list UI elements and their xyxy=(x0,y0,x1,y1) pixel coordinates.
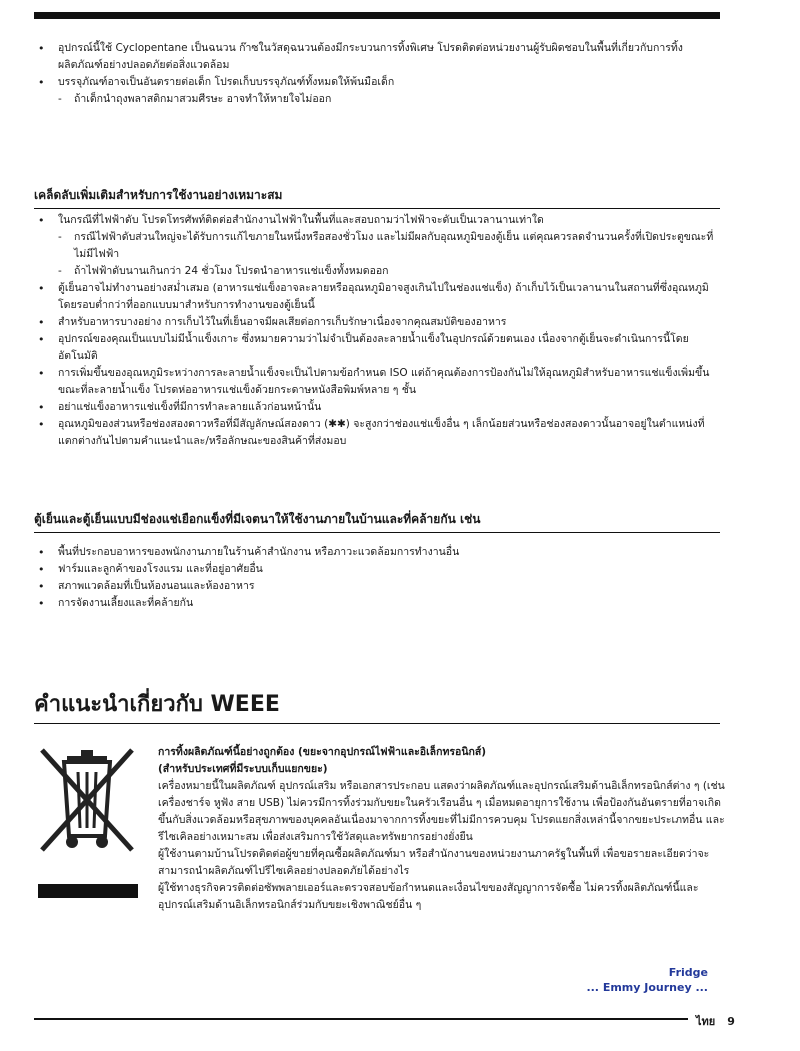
weee-subheading-note: (สำหรับประเทศที่มีระบบเก็บแยกขยะ) xyxy=(158,763,328,775)
list-item: • อุปกรณ์ของคุณเป็นแบบไม่มีน้ำแข็งเกาะ ซึ่งหมายความว่าไม่จำเป็นต้องละลายน้ำแข็งในอุปกรณ์ด้วยตนเอง เนื่องจากตู้เย็นจะดำเนินการนี้โดยอัตโนมัติ xyxy=(34,331,724,365)
top-rule xyxy=(34,12,720,19)
list-item: • ในกรณีที่ไฟฟ้าดับ โปรดโทรศัพท์ติดต่อสำนักงานไฟฟ้าในพื้นที่และสอบถามว่าไฟฟ้าจะดับเป็นเวลานานเท่าใด xyxy=(34,212,724,229)
page-footer xyxy=(696,1012,735,1030)
weee-paragraph: ผู้ใช้งานตามบ้านโปรดติดต่อผู้ขายที่คุณซื้อผลิตภัณฑ์มา หรือสำนักงานของหน่วยงานภาครัฐในพื้นที่ เพื่อขอรายละเอียดว่าจะสามารถนำผลิตภัณฑ์ไปรีไซเคิลอย่างปลอดภัยได้อย่างไร xyxy=(158,848,710,877)
list-item: - ถ้าไฟฟ้าดับนานเกินกว่า 24 ชั่วโมง โปรดนำอาหารแช่แข็งทั้งหมดออก xyxy=(34,263,724,280)
usage-list xyxy=(34,544,724,612)
tips-list xyxy=(34,212,724,450)
list-item: • ฟาร์มและลูกค้าของโรงแรม และที่อยู่อาศัยอื่น xyxy=(34,561,724,578)
weee-paragraph: เครื่องหมายนี้ในผลิตภัณฑ์ อุปกรณ์เสริม หรือเอกสารประกอบ แสดงว่าผลิตภัณฑ์และอุปกรณ์เสริมด้านอิเล็กทรอนิกส์ต่าง ๆ (เช่น เครื่องชาร์จ หูฟัง สาย USB) ไม่ควรมีการทิ้งร่วมกับขยะในครัวเรือนอื่น ๆ เมื่อหมดอายุการใช้งาน เพื่อป้องกันอันตรายที่อาจเกิดขึ้นกับสิ่งแวดล้อมหรือสุขภาพของบุคคลอันเนื่องมาจากการทิ้งขยะที่ไม่มีการควบคุม โปรดแยกสิ่งเหล่านี้จากขยะประเภทอื่น และรีไซเคิลอย่างเหมาะสม เพื่อส่งเสริมการใช้วัสดุและทรัพยากรอย่างยั่งยืน xyxy=(158,780,725,843)
list-item: • บรรจุภัณฑ์อาจเป็นอันตรายต่อเด็ก โปรดเก็บบรรจุภัณฑ์ทั้งหมดให้พ้นมือเด็ก xyxy=(34,74,724,91)
link-line-1[interactable]: Fridge xyxy=(668,966,708,979)
link-line-2[interactable]: ... Emmy Journey ... xyxy=(586,981,708,994)
list-item: • อุณหภูมิของส่วนหรือช่องสองดาวหรือที่มีสัญลักษณ์สองดาว (✱✱) จะสูงกว่าช่องแช่แข็งอื่น ๆ เล็กน้อยส่วนหรือช่องสองดาวนั้นอาจอยู่ในตำแหน่งที่แตกต่างกันไปตามคำแนะนำและ/หรือลักษณะของสินค้าที่ส่งมอบ xyxy=(34,416,724,450)
usage-heading: ตู้เย็นและตู้เย็นแบบมีช่องแช่เยือกแข็งที่มีเจตนาให้ใช้งานภายในบ้านและที่คล้ายกัน เช่น xyxy=(34,510,720,533)
list-item: • ตู้เย็นอาจไม่ทำงานอย่างสม่ำเสมอ (อาหารแช่แข็งอาจละลายหรืออุณหภูมิอาจสูงเกินไปในช่องแช่แข็ง) ถ้าเก็บไว้เป็นเวลานานในสถานที่ซึ่งอุณหภูมิโดยรอบต่ำกว่าที่ออกแบบมาสำหรับการทำงานของตู้เย็นนี้ xyxy=(34,280,724,314)
disposal-notes-list xyxy=(34,40,724,108)
fridge-journey-link[interactable] xyxy=(586,965,708,995)
list-item: - กรณีไฟฟ้าดับส่วนใหญ่จะได้รับการแก้ไขภายในหนึ่งหรือสองชั่วโมง และไม่มีผลกับอุณหภูมิของตู้เย็น แต่คุณควรลดจำนวนครั้งที่เปิดประตูขณะที่ไม่มีไฟฟ้า xyxy=(34,229,724,263)
crossed-out-bin-icon xyxy=(34,744,140,858)
language-label: ไทย xyxy=(696,1015,716,1028)
bottom-rule xyxy=(34,1018,688,1020)
tips-heading: เคล็ดลับเพิ่มเติมสำหรับการใช้งานอย่างเหมาะสม xyxy=(34,186,720,209)
list-item: • อุปกรณ์นี้ใช้ Cyclopentane เป็นฉนวน ก๊าซในวัสดุฉนวนต้องมีกระบวนการทิ้งพิเศษ โปรดติดต่อหน่วยงานผู้รับผิดชอบในพื้นที่เกี่ยวกับการทิ้งผลิตภัณฑ์อย่างปลอดภัยต่อสิ่งแวดล้อม xyxy=(34,40,724,74)
list-item: • การเพิ่มขึ้นของอุณหภูมิระหว่างการละลายน้ำแข็งจะเป็นไปตามข้อกำหนด ISO แต่ถ้าคุณต้องการป้องกันไม่ให้อุณหภูมิสำหรับอาหารแช่แข็งเพิ่มขึ้นขณะที่ละลายน้ำแข็ง โปรดห่ออาหารแช่แข็งด้วยกระดาษหนังสือพิมพ์หลาย ๆ ชั้น xyxy=(34,365,724,399)
list-item: • สภาพแวดล้อมที่เป็นห้องนอนและห้องอาหาร xyxy=(34,578,724,595)
weee-title: คำแนะนำเกี่ยวกับ WEEE xyxy=(34,686,720,724)
list-item: • สำหรับอาหารบางอย่าง การเก็บไว้ในที่เย็นอาจมีผลเสียต่อการเก็บรักษาเนื่องจากคุณสมบัติของอาหาร xyxy=(34,314,724,331)
list-item: - ถ้าเด็กนำถุงพลาสติกมาสวมศีรษะ อาจทำให้หายใจไม่ออก xyxy=(34,91,724,108)
weee-black-bar xyxy=(38,884,138,898)
list-item: • พื้นที่ประกอบอาหารของพนักงานภายในร้านค้าสำนักงาน หรือภาวะแวดล้อมการทำงานอื่น xyxy=(34,544,724,561)
page-number: 9 xyxy=(727,1015,735,1028)
weee-description xyxy=(158,744,728,914)
list-item: • อย่าแช่แข็งอาหารแช่แข็งที่มีการทำละลายแล้วก่อนหน้านั้น xyxy=(34,399,724,416)
list-item: • การจัดงานเลี้ยงและที่คล้ายกัน xyxy=(34,595,724,612)
weee-paragraph: ผู้ใช้ทางธุรกิจควรติดต่อซัพพลายเออร์และตรวจสอบข้อกำหนดและเงื่อนไขของสัญญาการจัดซื้อ ไม่ควรทิ้งผลิตภัณฑ์นี้และอุปกรณ์เสริมด้านอิเล็กทรอนิกส์ร่วมกับขยะเชิงพาณิชย์อื่น ๆ xyxy=(158,882,699,911)
weee-subheading: การทิ้งผลิตภัณฑ์นี้อย่างถูกต้อง (ขยะจากอุปกรณ์ไฟฟ้าและอิเล็กทรอนิกส์) xyxy=(158,746,487,758)
